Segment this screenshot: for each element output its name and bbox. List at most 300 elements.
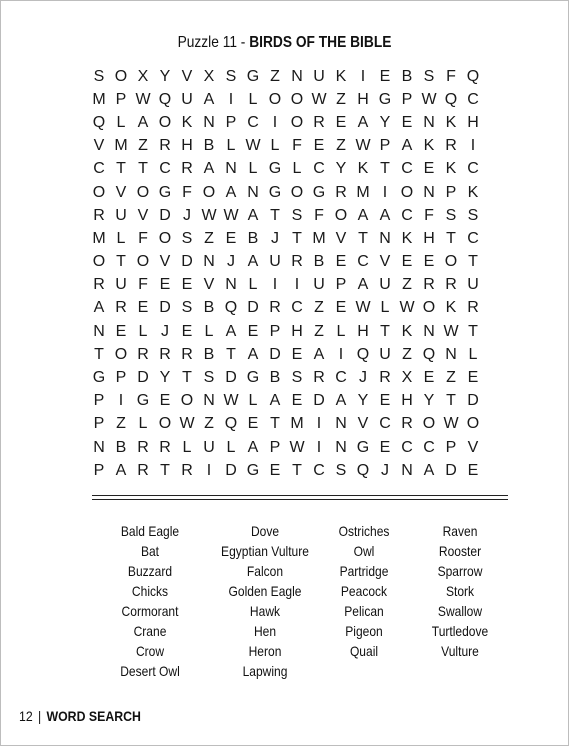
grid-letter[interactable]: R	[181, 160, 193, 178]
grid-letter[interactable]: B	[203, 345, 215, 363]
grid-letter[interactable]: D	[225, 369, 237, 387]
grid-letter[interactable]: E	[379, 392, 391, 410]
grid-letter[interactable]: N	[423, 183, 435, 201]
grid-letter[interactable]: G	[158, 183, 172, 201]
grid-letter[interactable]: N	[401, 461, 413, 479]
grid-letter[interactable]: O	[422, 299, 436, 317]
grid-letter[interactable]: K	[401, 229, 413, 247]
grid-letter[interactable]: A	[379, 206, 391, 224]
grid-letter[interactable]: T	[380, 322, 390, 340]
grid-letter[interactable]: Q	[356, 461, 370, 479]
grid-letter[interactable]: O	[114, 67, 128, 85]
grid-letter[interactable]: J	[227, 253, 235, 271]
grid-letter[interactable]: F	[182, 183, 192, 201]
grid-letter[interactable]: R	[313, 369, 325, 387]
grid-letter[interactable]: T	[446, 229, 456, 247]
grid-letter[interactable]: O	[422, 415, 436, 433]
grid-letter[interactable]: I	[206, 461, 212, 479]
grid-letter[interactable]: F	[138, 276, 148, 294]
grid-letter[interactable]: E	[159, 276, 171, 294]
grid-letter[interactable]: E	[401, 253, 413, 271]
grid-letter[interactable]: F	[292, 137, 302, 155]
grid-letter[interactable]: W	[245, 137, 261, 155]
grid-letter[interactable]: R	[445, 276, 457, 294]
grid-letter[interactable]: K	[467, 183, 479, 201]
grid-letter[interactable]: D	[159, 206, 171, 224]
grid-letter[interactable]: B	[115, 438, 127, 456]
grid-letter[interactable]: T	[292, 229, 302, 247]
grid-letter[interactable]: K	[445, 113, 457, 131]
grid-letter[interactable]: R	[379, 369, 391, 387]
grid-letter[interactable]: E	[335, 299, 347, 317]
grid-letter[interactable]: L	[248, 160, 258, 178]
grid-letter[interactable]: R	[269, 299, 281, 317]
grid-letter[interactable]: R	[423, 276, 435, 294]
grid-letter[interactable]: L	[138, 322, 148, 340]
grid-letter[interactable]: A	[423, 461, 435, 479]
grid-letter[interactable]: E	[467, 461, 479, 479]
grid-letter[interactable]: U	[269, 253, 281, 271]
grid-letter[interactable]: E	[423, 253, 435, 271]
grid-letter[interactable]: A	[269, 392, 281, 410]
grid-letter[interactable]: G	[136, 392, 150, 410]
grid-letter[interactable]: S	[291, 206, 303, 224]
grid-letter[interactable]: E	[379, 67, 391, 85]
grid-letter[interactable]: U	[115, 206, 127, 224]
grid-letter[interactable]: T	[468, 322, 478, 340]
grid-letter[interactable]: T	[182, 369, 192, 387]
grid-letter[interactable]: O	[158, 229, 172, 247]
grid-letter[interactable]: W	[421, 90, 437, 108]
grid-letter[interactable]: S	[423, 67, 435, 85]
grid-letter[interactable]: I	[118, 392, 124, 410]
grid-letter[interactable]: N	[423, 322, 435, 340]
grid-letter[interactable]: R	[313, 113, 325, 131]
grid-letter[interactable]: S	[335, 461, 347, 479]
grid-letter[interactable]: Z	[270, 67, 280, 85]
grid-letter[interactable]: B	[247, 229, 259, 247]
grid-letter[interactable]: E	[423, 369, 435, 387]
grid-letter[interactable]: P	[445, 183, 457, 201]
grid-letter[interactable]: E	[291, 345, 303, 363]
grid-letter[interactable]: Q	[466, 67, 480, 85]
grid-letter[interactable]: H	[423, 229, 435, 247]
grid-letter[interactable]: A	[401, 137, 413, 155]
grid-letter[interactable]: D	[159, 299, 171, 317]
grid-letter[interactable]: V	[379, 253, 391, 271]
grid-letter[interactable]: I	[228, 90, 234, 108]
grid-letter[interactable]: I	[382, 183, 388, 201]
grid-letter[interactable]: R	[159, 137, 171, 155]
grid-letter[interactable]: L	[226, 438, 236, 456]
grid-letter[interactable]: N	[445, 345, 457, 363]
grid-letter[interactable]: M	[356, 183, 370, 201]
grid-letter[interactable]: S	[181, 299, 193, 317]
grid-letter[interactable]: G	[312, 183, 326, 201]
grid-letter[interactable]: G	[246, 67, 260, 85]
grid-letter[interactable]: N	[225, 160, 237, 178]
grid-letter[interactable]: U	[181, 90, 193, 108]
grid-letter[interactable]: W	[311, 90, 327, 108]
grid-letter[interactable]: P	[269, 322, 281, 340]
grid-letter[interactable]: K	[445, 299, 457, 317]
grid-letter[interactable]: T	[358, 229, 368, 247]
grid-letter[interactable]: U	[467, 276, 479, 294]
grid-letter[interactable]: T	[468, 253, 478, 271]
grid-letter[interactable]: O	[334, 206, 348, 224]
grid-letter[interactable]: Q	[92, 113, 106, 131]
grid-letter[interactable]: D	[247, 299, 259, 317]
grid-letter[interactable]: W	[443, 415, 459, 433]
grid-letter[interactable]: Q	[422, 345, 436, 363]
grid-letter[interactable]: O	[290, 183, 304, 201]
grid-letter[interactable]: P	[335, 276, 347, 294]
grid-letter[interactable]: V	[467, 438, 479, 456]
grid-letter[interactable]: W	[289, 438, 305, 456]
grid-letter[interactable]: P	[445, 438, 457, 456]
grid-letter[interactable]: V	[335, 229, 347, 247]
grid-letter[interactable]: A	[203, 160, 215, 178]
grid-letter[interactable]: S	[181, 229, 193, 247]
grid-letter[interactable]: D	[313, 392, 325, 410]
grid-letter[interactable]: V	[203, 276, 215, 294]
grid-letter[interactable]: N	[335, 438, 347, 456]
grid-letter[interactable]: L	[292, 160, 302, 178]
grid-letter[interactable]: L	[116, 113, 126, 131]
grid-letter[interactable]: I	[316, 438, 322, 456]
grid-letter[interactable]: O	[444, 253, 458, 271]
grid-letter[interactable]: V	[137, 206, 149, 224]
grid-letter[interactable]: N	[379, 229, 391, 247]
grid-letter[interactable]: K	[181, 113, 193, 131]
grid-letter[interactable]: C	[247, 113, 259, 131]
grid-letter[interactable]: R	[445, 137, 457, 155]
grid-letter[interactable]: X	[401, 369, 413, 387]
grid-letter[interactable]: K	[423, 137, 435, 155]
grid-letter[interactable]: M	[92, 229, 106, 247]
grid-letter[interactable]: I	[294, 276, 300, 294]
grid-letter[interactable]: C	[291, 299, 303, 317]
grid-letter[interactable]: D	[269, 345, 281, 363]
grid-letter[interactable]: T	[160, 461, 170, 479]
grid-letter[interactable]: T	[226, 345, 236, 363]
grid-letter[interactable]: S	[93, 67, 105, 85]
grid-letter[interactable]: Y	[335, 160, 347, 178]
grid-letter[interactable]: N	[335, 415, 347, 433]
grid-letter[interactable]: I	[338, 345, 344, 363]
grid-letter[interactable]: T	[138, 160, 148, 178]
grid-letter[interactable]: E	[247, 322, 259, 340]
grid-letter[interactable]: R	[401, 415, 413, 433]
grid-letter[interactable]: A	[335, 392, 347, 410]
grid-letter[interactable]: T	[270, 415, 280, 433]
grid-letter[interactable]: G	[378, 90, 392, 108]
grid-letter[interactable]: P	[379, 137, 391, 155]
grid-letter[interactable]: F	[424, 206, 434, 224]
grid-letter[interactable]: X	[203, 67, 215, 85]
grid-letter[interactable]: D	[181, 253, 193, 271]
grid-letter[interactable]: Q	[356, 345, 370, 363]
grid-letter[interactable]: O	[136, 183, 150, 201]
grid-letter[interactable]: J	[161, 322, 169, 340]
grid-letter[interactable]: J	[183, 206, 191, 224]
grid-letter[interactable]: Q	[158, 90, 172, 108]
grid-letter[interactable]: C	[423, 438, 435, 456]
grid-letter[interactable]: W	[223, 206, 239, 224]
grid-letter[interactable]: H	[357, 90, 369, 108]
grid-letter[interactable]: L	[116, 229, 126, 247]
grid-letter[interactable]: A	[247, 345, 259, 363]
grid-letter[interactable]: B	[401, 67, 413, 85]
grid-letter[interactable]: Y	[159, 67, 171, 85]
grid-letter[interactable]: G	[268, 183, 282, 201]
grid-letter[interactable]: T	[116, 253, 126, 271]
grid-letter[interactable]: E	[269, 461, 281, 479]
grid-letter[interactable]: Z	[336, 90, 346, 108]
grid-letter[interactable]: S	[291, 369, 303, 387]
grid-letter[interactable]: B	[203, 137, 215, 155]
grid-letter[interactable]: C	[467, 229, 479, 247]
grid-letter[interactable]: V	[181, 67, 193, 85]
grid-letter[interactable]: O	[180, 392, 194, 410]
grid-letter[interactable]: E	[159, 392, 171, 410]
grid-letter[interactable]: W	[201, 206, 217, 224]
grid-letter[interactable]: Z	[204, 415, 214, 433]
grid-letter[interactable]: V	[159, 253, 171, 271]
grid-letter[interactable]: L	[270, 137, 280, 155]
grid-letter[interactable]: C	[357, 253, 369, 271]
grid-letter[interactable]: B	[269, 369, 281, 387]
grid-letter[interactable]: E	[225, 229, 237, 247]
grid-letter[interactable]: R	[137, 461, 149, 479]
grid-letter[interactable]: F	[138, 229, 148, 247]
grid-letter[interactable]: M	[290, 415, 304, 433]
grid-letter[interactable]: E	[291, 392, 303, 410]
grid-letter[interactable]: A	[357, 206, 369, 224]
grid-letter[interactable]: R	[93, 276, 105, 294]
grid-letter[interactable]: K	[401, 322, 413, 340]
grid-letter[interactable]: A	[115, 461, 127, 479]
grid-letter[interactable]: O	[92, 253, 106, 271]
grid-letter[interactable]: U	[379, 276, 391, 294]
grid-letter[interactable]: Z	[314, 299, 324, 317]
grid-letter[interactable]: B	[203, 299, 215, 317]
grid-letter[interactable]: O	[268, 90, 282, 108]
grid-letter[interactable]: S	[445, 206, 457, 224]
grid-letter[interactable]: A	[247, 253, 259, 271]
grid-letter[interactable]: M	[114, 137, 128, 155]
grid-letter[interactable]: L	[248, 276, 258, 294]
grid-letter[interactable]: E	[181, 276, 193, 294]
grid-letter[interactable]: Z	[314, 322, 324, 340]
grid-letter[interactable]: U	[115, 276, 127, 294]
grid-letter[interactable]: G	[246, 369, 260, 387]
grid-letter[interactable]: C	[401, 206, 413, 224]
grid-letter[interactable]: Z	[138, 137, 148, 155]
grid-letter[interactable]: L	[138, 415, 148, 433]
grid-letter[interactable]: W	[399, 299, 415, 317]
grid-letter[interactable]: H	[467, 113, 479, 131]
grid-letter[interactable]: P	[93, 461, 105, 479]
grid-letter[interactable]: W	[223, 392, 239, 410]
grid-letter[interactable]: T	[116, 160, 126, 178]
grid-letter[interactable]: N	[203, 392, 215, 410]
grid-letter[interactable]: H	[291, 322, 303, 340]
grid-letter[interactable]: E	[137, 299, 149, 317]
grid-letter[interactable]: L	[380, 299, 390, 317]
grid-letter[interactable]: E	[379, 438, 391, 456]
grid-letter[interactable]: P	[93, 392, 105, 410]
grid-letter[interactable]: P	[93, 415, 105, 433]
grid-letter[interactable]: A	[357, 276, 369, 294]
grid-letter[interactable]: O	[290, 113, 304, 131]
grid-letter[interactable]: E	[115, 322, 127, 340]
grid-letter[interactable]: I	[272, 113, 278, 131]
grid-letter[interactable]: L	[248, 392, 258, 410]
grid-letter[interactable]: W	[355, 137, 371, 155]
grid-letter[interactable]: O	[136, 253, 150, 271]
grid-letter[interactable]: Z	[116, 415, 126, 433]
grid-letter[interactable]: Z	[204, 229, 214, 247]
grid-letter[interactable]: N	[93, 322, 105, 340]
grid-letter[interactable]: N	[291, 67, 303, 85]
grid-letter[interactable]: J	[359, 369, 367, 387]
grid-letter[interactable]: X	[137, 67, 149, 85]
grid-letter[interactable]: L	[248, 90, 258, 108]
grid-letter[interactable]: O	[158, 415, 172, 433]
grid-letter[interactable]: Q	[444, 90, 458, 108]
grid-letter[interactable]: R	[137, 438, 149, 456]
grid-letter[interactable]: C	[467, 90, 479, 108]
grid-letter[interactable]: W	[443, 322, 459, 340]
grid-letter[interactable]: A	[225, 183, 237, 201]
grid-letter[interactable]: R	[291, 253, 303, 271]
grid-letter[interactable]: Z	[402, 345, 412, 363]
grid-letter[interactable]: S	[225, 67, 237, 85]
grid-letter[interactable]: R	[93, 206, 105, 224]
grid-letter[interactable]: M	[92, 90, 106, 108]
grid-letter[interactable]: G	[356, 438, 370, 456]
grid-letter[interactable]: A	[93, 299, 105, 317]
grid-letter[interactable]: E	[181, 322, 193, 340]
grid-letter[interactable]: J	[381, 461, 389, 479]
grid-letter[interactable]: T	[270, 206, 280, 224]
grid-letter[interactable]: P	[225, 113, 237, 131]
grid-letter[interactable]: S	[467, 206, 479, 224]
grid-letter[interactable]: Z	[446, 369, 456, 387]
grid-letter[interactable]: Z	[402, 276, 412, 294]
grid-letter[interactable]: A	[247, 438, 259, 456]
grid-letter[interactable]: T	[446, 392, 456, 410]
grid-letter[interactable]: N	[203, 113, 215, 131]
grid-letter[interactable]: D	[467, 392, 479, 410]
grid-letter[interactable]: R	[181, 461, 193, 479]
grid-letter[interactable]: N	[423, 113, 435, 131]
grid-letter[interactable]: Z	[336, 137, 346, 155]
grid-letter[interactable]: C	[313, 160, 325, 178]
grid-letter[interactable]: R	[137, 345, 149, 363]
grid-letter[interactable]: R	[467, 299, 479, 317]
grid-letter[interactable]: Q	[224, 299, 238, 317]
grid-letter[interactable]: O	[92, 183, 106, 201]
grid-letter[interactable]: R	[159, 345, 171, 363]
grid-letter[interactable]: A	[357, 113, 369, 131]
grid-letter[interactable]: E	[423, 160, 435, 178]
grid-letter[interactable]: K	[335, 67, 347, 85]
grid-letter[interactable]: E	[467, 369, 479, 387]
grid-letter[interactable]: L	[204, 322, 214, 340]
grid-letter[interactable]: D	[445, 461, 457, 479]
grid-letter[interactable]: E	[247, 415, 259, 433]
grid-letter[interactable]: N	[247, 183, 259, 201]
grid-letter[interactable]: N	[93, 438, 105, 456]
grid-letter[interactable]: U	[203, 438, 215, 456]
grid-letter[interactable]: T	[94, 345, 104, 363]
grid-letter[interactable]: O	[158, 113, 172, 131]
grid-letter[interactable]: I	[316, 415, 322, 433]
grid-letter[interactable]: W	[135, 90, 151, 108]
grid-letter[interactable]: K	[445, 160, 457, 178]
grid-letter[interactable]: C	[401, 160, 413, 178]
grid-letter[interactable]: P	[269, 438, 281, 456]
grid-letter[interactable]: L	[226, 137, 236, 155]
grid-letter[interactable]: V	[115, 183, 127, 201]
grid-letter[interactable]: H	[401, 392, 413, 410]
grid-letter[interactable]: A	[247, 206, 259, 224]
grid-letter[interactable]: W	[355, 299, 371, 317]
grid-letter[interactable]: U	[313, 276, 325, 294]
grid-letter[interactable]: B	[313, 253, 325, 271]
grid-letter[interactable]: N	[203, 253, 215, 271]
grid-letter[interactable]: T	[292, 461, 302, 479]
grid-letter[interactable]: N	[225, 276, 237, 294]
grid-letter[interactable]: A	[203, 90, 215, 108]
grid-letter[interactable]: S	[203, 369, 215, 387]
grid-letter[interactable]: A	[313, 345, 325, 363]
grid-letter[interactable]: L	[336, 322, 346, 340]
grid-letter[interactable]: H	[357, 322, 369, 340]
grid-letter[interactable]: F	[446, 67, 456, 85]
grid-letter[interactable]: C	[335, 369, 347, 387]
grid-letter[interactable]: U	[313, 67, 325, 85]
grid-letter[interactable]: A	[225, 322, 237, 340]
grid-letter[interactable]: L	[182, 438, 192, 456]
grid-letter[interactable]: E	[335, 253, 347, 271]
grid-letter[interactable]: G	[268, 160, 282, 178]
grid-letter[interactable]: O	[400, 183, 414, 201]
grid-letter[interactable]: G	[246, 461, 260, 479]
grid-letter[interactable]: C	[401, 438, 413, 456]
grid-letter[interactable]: R	[159, 438, 171, 456]
grid-letter[interactable]: E	[313, 137, 325, 155]
grid-letter[interactable]: D	[225, 461, 237, 479]
grid-letter[interactable]: T	[380, 160, 390, 178]
grid-letter[interactable]: C	[467, 160, 479, 178]
grid-letter[interactable]: P	[115, 90, 127, 108]
grid-letter[interactable]: R	[181, 345, 193, 363]
grid-letter[interactable]: C	[159, 160, 171, 178]
grid-letter[interactable]: R	[335, 183, 347, 201]
grid-letter[interactable]: Y	[357, 392, 369, 410]
grid-letter[interactable]: C	[313, 461, 325, 479]
grid-letter[interactable]: I	[272, 276, 278, 294]
grid-letter[interactable]: Q	[224, 415, 238, 433]
grid-letter[interactable]: Y	[379, 113, 391, 131]
grid-letter[interactable]: C	[379, 415, 391, 433]
grid-letter[interactable]: A	[137, 113, 149, 131]
grid-letter[interactable]: P	[401, 90, 413, 108]
grid-letter[interactable]: O	[202, 183, 216, 201]
